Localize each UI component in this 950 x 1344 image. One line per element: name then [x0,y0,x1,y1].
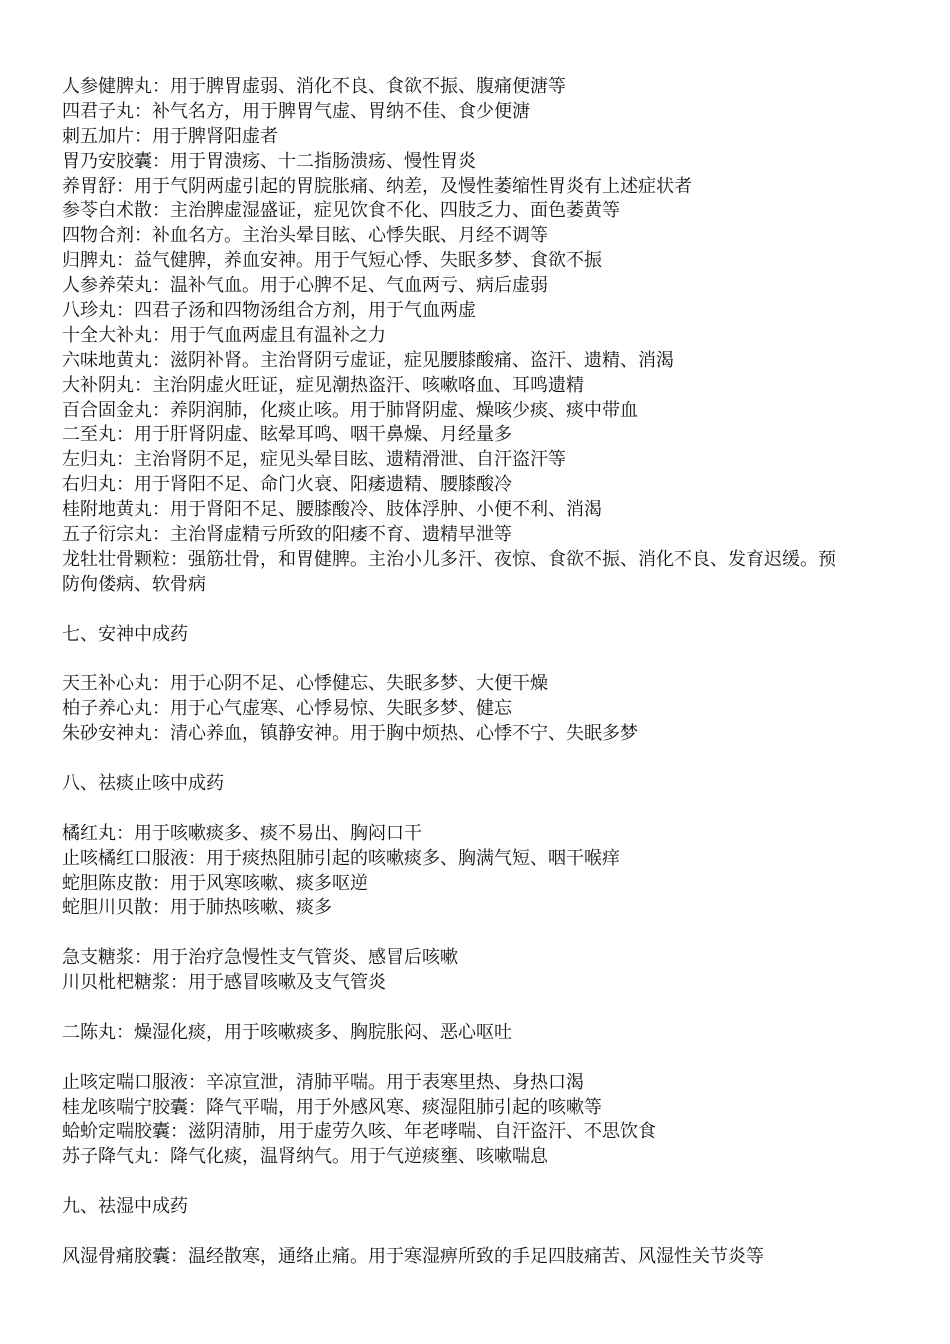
list-item: 止咳定喘口服液：辛凉宣泄，清肺平喘。用于表寒里热、身热口渴 [62,1071,584,1093]
blank-line [62,747,892,772]
list-item: 左归丸：主治肾阴不足，症见头晕目眩、遗精滑泄、自汗盗汗等 [62,449,566,471]
list-item: 二陈丸：燥湿化痰，用于咳嗽痰多、胸脘胀闷、恶心呕吐 [62,1021,512,1043]
list-item: 百合固金丸：养阴润肺，化痰止咳。用于肺肾阴虚、燥咳少痰、痰中带血 [62,399,638,421]
section-heading-dampness: 九、祛湿中成药 [62,1196,188,1218]
list-item: 天王补心丸：用于心阴不足、心悸健忘、失眠多梦、大便干燥 [62,673,548,695]
blank-line [62,797,892,822]
document-page [62,75,892,1270]
list-item: 十全大补丸：用于气血两虚且有温补之力 [62,324,386,346]
list-item: 四物合剂：补血名方。主治头晕目眩、心悸失眠、月经不调等 [62,225,548,247]
list-item: 人参养荣丸：温补气血。用于心脾不足、气血两亏、病后虚弱 [62,275,548,297]
blank-line [62,647,892,672]
dampness-list [62,1245,892,1270]
cough-list-group-1 [62,822,892,922]
list-item: 蛇胆川贝散：用于肺热咳嗽、痰多 [62,897,332,919]
list-item: 蛤蚧定喘胶囊：滋阴清肺，用于虚劳久咳、年老哮喘、自汗盗汗、不思饮食 [62,1121,656,1143]
list-item: 桂附地黄丸：用于肾阳不足、腰膝酸冷、肢体浮肿、小便不利、消渴 [62,499,602,521]
list-item: 六味地黄丸：滋阴补肾。主治肾阴亏虚证，症见腰膝酸痛、盗汗、遗精、消渴 [62,349,674,371]
list-item: 胃乃安胶囊：用于胃溃疡、十二指肠溃疡、慢性胃炎 [62,150,476,172]
section-heading-cough: 八、祛痰止咳中成药 [62,772,224,794]
blank-line [62,1220,892,1245]
blank-line [62,598,892,623]
section-heading-sedative: 七、安神中成药 [62,623,188,645]
list-item: 橘红丸：用于咳嗽痰多、痰不易出、胸闷口干 [62,822,422,844]
list-item: 人参健脾丸：用于脾胃虚弱、消化不良、食欲不振、腹痛便溏等 [62,76,566,97]
list-item: 八珍丸：四君子汤和四物汤组合方剂，用于气血两虚 [62,300,476,322]
list-item: 止咳橘红口服液：用于痰热阻肺引起的咳嗽痰多、胸满气短、咽干喉痒 [62,847,620,869]
list-item: 刺五加片：用于脾肾阳虚者 [62,125,278,147]
blank-line [62,1170,892,1195]
list-item-longzhu-line-1: 龙牡壮骨颗粒：强筋壮骨，和胃健脾。主治小儿多汗、夜惊、食欲不振、消化不良、发育迟缓。预 [62,548,836,570]
list-item: 柏子养心丸：用于心气虚寒、心悸易惊、失眠多梦、健忘 [62,698,512,720]
list-item: 蛇胆陈皮散：用于风寒咳嗽、痰多呕逆 [62,872,368,894]
list-item: 参苓白术散：主治脾虚湿盛证，症见饮食不化、四肢乏力、面色萎黄等 [62,200,620,222]
list-item: 四君子丸：补气名方，用于脾胃气虚、胃纳不佳、食少便溏 [62,100,530,122]
list-item: 急支糖浆：用于治疗急慢性支气管炎、感冒后咳嗽 [62,947,458,969]
list-item-longzhu-line-2: 防佝偻病、软骨病 [62,573,206,595]
list-item: 苏子降气丸：降气化痰，温肾纳气。用于气逆痰壅、咳嗽喘息 [62,1146,548,1168]
list-item: 桂龙咳喘宁胶囊：降气平喘，用于外感风寒、痰湿阻肺引起的咳嗽等 [62,1096,602,1118]
list-item: 川贝枇杷糖浆：用于感冒咳嗽及支气管炎 [62,972,386,994]
sedative-list [62,672,892,747]
list-item: 风湿骨痛胶囊：温经散寒，通络止痛。用于寒湿痹所致的手足四肢痛苦、风湿性关节炎等 [62,1245,764,1267]
tonic-list [62,75,892,598]
list-item: 二至丸：用于肝肾阴虚、眩晕耳鸣、咽干鼻燥、月经量多 [62,424,512,446]
list-item: 朱砂安神丸：清心养血，镇静安神。用于胸中烦热、心悸不宁、失眠多梦 [62,723,638,745]
list-item: 五子衍宗丸：主治肾虚精亏所致的阳痿不育、遗精早泄等 [62,524,512,546]
list-item: 右归丸：用于肾阳不足、命门火衰、阳痿遗精、腰膝酸冷 [62,474,512,496]
blank-line [62,921,892,946]
cough-list-group-3 [62,1021,892,1046]
list-item: 养胃舒：用于气阴两虚引起的胃脘胀痛、纳差，及慢性萎缩性胃炎有上述症状者 [62,175,692,197]
list-item: 归脾丸：益气健脾，养血安神。用于气短心悸、失眠多梦、食欲不振 [62,250,602,272]
blank-line [62,1046,892,1071]
cough-list-group-4 [62,1071,892,1171]
cough-list-group-2 [62,946,892,996]
blank-line [62,996,892,1021]
list-item: 大补阴丸：主治阴虚火旺证，症见潮热盗汗、咳嗽咯血、耳鸣遗精 [62,374,584,396]
